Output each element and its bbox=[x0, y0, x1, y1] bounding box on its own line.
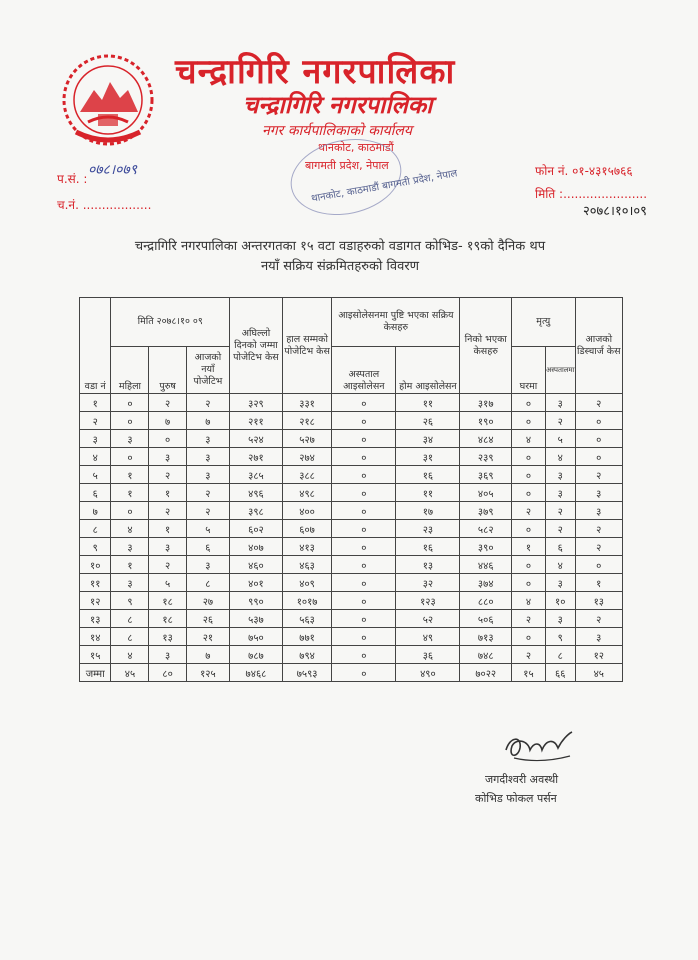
table-cell: ३२ bbox=[396, 574, 460, 592]
table-cell: ७४६८ bbox=[230, 664, 283, 682]
table-cell: ३ bbox=[111, 538, 149, 556]
table-cell: ७४८ bbox=[460, 646, 512, 664]
table-cell: ३९० bbox=[460, 538, 512, 556]
table-cell: ६०२ bbox=[230, 520, 283, 538]
table-cell: ० bbox=[511, 484, 545, 502]
table-row bbox=[80, 484, 623, 502]
table-row bbox=[80, 628, 623, 646]
table-row bbox=[80, 592, 623, 610]
table-cell: ४०० bbox=[282, 502, 331, 520]
table-cell: ४९८ bbox=[282, 484, 331, 502]
table-cell: १९० bbox=[460, 412, 512, 430]
table-cell: ० bbox=[332, 448, 396, 466]
table-row bbox=[80, 466, 623, 484]
table-cell: ४५ bbox=[575, 664, 622, 682]
table-cell: ९९० bbox=[230, 592, 283, 610]
table-cell: ८ bbox=[80, 520, 111, 538]
table-cell: ३ bbox=[545, 610, 575, 628]
stamp-text: थानकोट, काठमाडौं बागमती प्रदेश, नेपाल bbox=[310, 168, 459, 205]
table-cell: ६ bbox=[186, 538, 229, 556]
table-row bbox=[80, 430, 623, 448]
table-cell: ५०६ bbox=[460, 610, 512, 628]
table-cell: ० bbox=[111, 394, 149, 412]
table-cell: ३ bbox=[111, 574, 149, 592]
signatory-role: कोभिड फोकल पर्सन bbox=[475, 792, 557, 805]
table-cell: ४ bbox=[511, 592, 545, 610]
table-cell: ४०१ bbox=[230, 574, 283, 592]
table-cell: २ bbox=[186, 502, 229, 520]
table-cell: २ bbox=[80, 412, 111, 430]
table-cell: ४ bbox=[511, 430, 545, 448]
report-heading bbox=[40, 237, 640, 277]
table-cell: ० bbox=[511, 412, 545, 430]
table-cell: २ bbox=[511, 646, 545, 664]
table-cell: ० bbox=[332, 430, 396, 448]
table-cell: ० bbox=[111, 448, 149, 466]
table-cell: ४ bbox=[545, 556, 575, 574]
table-cell: १३ bbox=[149, 628, 186, 646]
table-row bbox=[80, 538, 623, 556]
nepal-emblem-logo bbox=[58, 50, 158, 150]
table-cell: ९ bbox=[545, 628, 575, 646]
ps-label: प.सं. : bbox=[57, 172, 88, 186]
table-cell: ८० bbox=[149, 664, 186, 682]
col-female: महिला bbox=[111, 347, 149, 394]
total-row bbox=[80, 664, 623, 682]
table-cell: ० bbox=[511, 556, 545, 574]
table-cell: ३ bbox=[111, 430, 149, 448]
table-cell: २ bbox=[511, 610, 545, 628]
address-line2: बागमती प्रदेश, नेपाल bbox=[305, 159, 389, 172]
table-cell: ८ bbox=[111, 610, 149, 628]
table-cell: १०१७ bbox=[282, 592, 331, 610]
table-cell: ९ bbox=[80, 538, 111, 556]
table-cell: १८ bbox=[149, 592, 186, 610]
table-cell: ३ bbox=[149, 448, 186, 466]
table-cell: ० bbox=[511, 520, 545, 538]
table-cell: ४०७ bbox=[230, 538, 283, 556]
table-cell: ३ bbox=[186, 556, 229, 574]
table-cell: ० bbox=[332, 610, 396, 628]
table-cell: ० bbox=[332, 574, 396, 592]
table-cell: ० bbox=[511, 448, 545, 466]
ps-value: ०७८।०७९ bbox=[88, 162, 137, 178]
table-cell: २ bbox=[149, 394, 186, 412]
col-hospital-iso: अस्पताल आइसोलेसन bbox=[332, 347, 396, 394]
table-row bbox=[80, 646, 623, 664]
table-cell: ३ bbox=[186, 430, 229, 448]
table-cell: २ bbox=[149, 556, 186, 574]
table-cell: २ bbox=[186, 484, 229, 502]
table-cell: ७९४ bbox=[282, 646, 331, 664]
table-cell: १८ bbox=[149, 610, 186, 628]
table-row bbox=[80, 502, 623, 520]
table-cell: ३९८ bbox=[230, 502, 283, 520]
table-cell: २ bbox=[575, 466, 622, 484]
table-cell: ० bbox=[332, 484, 396, 502]
table-cell: ० bbox=[511, 466, 545, 484]
covid-ward-table bbox=[79, 297, 623, 682]
col-death: मृत्यु bbox=[511, 298, 575, 347]
table-cell: ० bbox=[575, 412, 622, 430]
table-cell: ३१ bbox=[396, 448, 460, 466]
table-cell: ० bbox=[332, 520, 396, 538]
table-cell: २ bbox=[545, 412, 575, 430]
table-cell: ५ bbox=[149, 574, 186, 592]
table-cell: ४८४ bbox=[460, 430, 512, 448]
table-cell: ११ bbox=[396, 484, 460, 502]
table-cell: ४६० bbox=[230, 556, 283, 574]
table-cell: १ bbox=[149, 520, 186, 538]
table-cell: २ bbox=[186, 394, 229, 412]
table-cell: ० bbox=[575, 448, 622, 466]
table-cell: ७ bbox=[149, 412, 186, 430]
table-cell: ३४ bbox=[396, 430, 460, 448]
table-cell: ७७१ bbox=[282, 628, 331, 646]
table-cell: ३ bbox=[186, 448, 229, 466]
table-cell: २१८ bbox=[282, 412, 331, 430]
table-cell: ३ bbox=[545, 466, 575, 484]
table-cell: ५ bbox=[80, 466, 111, 484]
table-cell: ३ bbox=[545, 574, 575, 592]
table-cell: २ bbox=[545, 520, 575, 538]
table-cell: ७ bbox=[80, 502, 111, 520]
table-cell: ८ bbox=[111, 628, 149, 646]
table-cell: ७५० bbox=[230, 628, 283, 646]
table-cell: ५६३ bbox=[282, 610, 331, 628]
table-cell: ० bbox=[111, 502, 149, 520]
table-cell: ३८५ bbox=[230, 466, 283, 484]
date-label: मिति :...................... bbox=[535, 187, 648, 201]
table-cell: १ bbox=[511, 538, 545, 556]
table-row bbox=[80, 394, 623, 412]
table-cell: १४ bbox=[80, 628, 111, 646]
table-cell: ३८८ bbox=[282, 466, 331, 484]
table-cell: ५८२ bbox=[460, 520, 512, 538]
table-cell: ४ bbox=[545, 448, 575, 466]
table-cell: ३ bbox=[575, 484, 622, 502]
table-cell: ० bbox=[332, 592, 396, 610]
table-cell: ६ bbox=[80, 484, 111, 502]
table-cell: ० bbox=[511, 628, 545, 646]
table-cell: ७५९३ bbox=[282, 664, 331, 682]
col-date: मिति २०७८।१० ०९ bbox=[111, 298, 230, 347]
table-cell: ३ bbox=[545, 484, 575, 502]
table-cell: १ bbox=[80, 394, 111, 412]
municipality-title: चन्द्रागिरि नगरपालिका bbox=[175, 52, 456, 92]
table-cell: २१ bbox=[186, 628, 229, 646]
signature-scribble bbox=[500, 728, 580, 766]
col-prev-total: अघिल्लो दिनको जम्मा पोजेटिभ केस bbox=[230, 298, 283, 394]
table-cell: २ bbox=[149, 502, 186, 520]
table-cell: ५ bbox=[186, 520, 229, 538]
table-cell: ३ bbox=[80, 430, 111, 448]
table-cell: १३ bbox=[575, 592, 622, 610]
table-cell: १० bbox=[80, 556, 111, 574]
col-death-home: घरमा bbox=[511, 347, 545, 394]
table-cell: ११ bbox=[80, 574, 111, 592]
table-cell: ४९ bbox=[396, 628, 460, 646]
table-cell: ० bbox=[332, 538, 396, 556]
table-cell: ८८० bbox=[460, 592, 512, 610]
table-cell: ५२७ bbox=[282, 430, 331, 448]
table-cell: ० bbox=[332, 628, 396, 646]
table-cell: ० bbox=[575, 430, 622, 448]
table-cell: १५ bbox=[511, 664, 545, 682]
col-isolation: आइसोलेसनमा पुष्टि भएका सक्रिय केसहरु bbox=[332, 298, 460, 347]
table-cell: २७४ bbox=[282, 448, 331, 466]
table-cell: २ bbox=[511, 502, 545, 520]
table-cell: ७१३ bbox=[460, 628, 512, 646]
address-line1: थानकोट, काठमाडौं bbox=[318, 141, 394, 154]
table-row bbox=[80, 520, 623, 538]
table-row bbox=[80, 610, 623, 628]
table-cell: २६ bbox=[396, 412, 460, 430]
table-cell: ३ bbox=[149, 646, 186, 664]
table-cell: ३६ bbox=[396, 646, 460, 664]
table-cell: ५२ bbox=[396, 610, 460, 628]
heading-line2: नयाँ सक्रिय संक्रमितहरुको विवरण bbox=[260, 259, 420, 274]
col-cured: निको भएका केसहरु bbox=[460, 298, 512, 394]
col-ward: वडा नं bbox=[80, 298, 111, 394]
table-cell: ३ bbox=[149, 538, 186, 556]
table-cell: १२३ bbox=[396, 592, 460, 610]
table-cell: ३३१ bbox=[282, 394, 331, 412]
cn-label: च.नं. .................. bbox=[57, 198, 152, 212]
table-cell: १ bbox=[575, 574, 622, 592]
table-cell: १ bbox=[149, 484, 186, 502]
table-cell: १२५ bbox=[186, 664, 229, 682]
table-row bbox=[80, 412, 623, 430]
table-cell: ३१७ bbox=[460, 394, 512, 412]
col-male: पुरुष bbox=[149, 347, 186, 394]
office-name: नगर कार्यपालिकाको कार्यालय bbox=[262, 123, 412, 139]
table-cell: ० bbox=[332, 664, 396, 682]
table-cell: ३ bbox=[545, 394, 575, 412]
table-cell: २ bbox=[545, 502, 575, 520]
table-cell: ५२४ bbox=[230, 430, 283, 448]
col-death-hospital: अस्पतालमा bbox=[545, 347, 575, 394]
table-cell: १ bbox=[111, 484, 149, 502]
table-cell: १५ bbox=[80, 646, 111, 664]
table-cell: ११ bbox=[396, 394, 460, 412]
table-cell: जम्मा bbox=[80, 664, 111, 682]
table-cell: ६६ bbox=[545, 664, 575, 682]
col-discharge: आजको डिस्चार्ज केस bbox=[575, 298, 622, 394]
col-total: हाल सम्मको पोजेटिभ केस bbox=[282, 298, 331, 394]
table-cell: १६ bbox=[396, 466, 460, 484]
col-home-iso: होम आइसोलेसन bbox=[396, 347, 460, 394]
table-cell: २६ bbox=[186, 610, 229, 628]
table-cell: ४९० bbox=[396, 664, 460, 682]
heading-line1: चन्द्रागिरि नगरपालिका अन्तरगतका १५ वटा वडाहरुको वडागत कोभिड- १९को दैनिक थप bbox=[134, 239, 546, 254]
table-cell: ३६९ bbox=[460, 466, 512, 484]
table-cell: ३७९ bbox=[460, 502, 512, 520]
table-cell: २ bbox=[575, 520, 622, 538]
table-cell: ४ bbox=[111, 520, 149, 538]
date-value: २०७८।१०।०९ bbox=[583, 204, 647, 219]
table-cell: ५ bbox=[545, 430, 575, 448]
table-cell: ४०५ bbox=[460, 484, 512, 502]
table-cell: २ bbox=[575, 394, 622, 412]
table-cell: २३ bbox=[396, 520, 460, 538]
table-cell: ७०२२ bbox=[460, 664, 512, 682]
table-cell: २ bbox=[149, 466, 186, 484]
table-cell: ३ bbox=[575, 628, 622, 646]
table-cell: २७ bbox=[186, 592, 229, 610]
table-cell: ५३७ bbox=[230, 610, 283, 628]
table-cell: ३ bbox=[186, 466, 229, 484]
table-cell: ७ bbox=[186, 646, 229, 664]
table-cell: १२ bbox=[80, 592, 111, 610]
table-cell: ७ bbox=[186, 412, 229, 430]
phone-number: फोन नं. ०१-४३१५७६६ bbox=[535, 164, 633, 178]
table-cell: ४४६ bbox=[460, 556, 512, 574]
table-cell: ४६३ bbox=[282, 556, 331, 574]
municipality-subtitle: चन्द्रागिरि नगरपालिका bbox=[243, 91, 433, 119]
table-cell: ० bbox=[111, 412, 149, 430]
table-cell: ४०९ bbox=[282, 574, 331, 592]
table-cell: १ bbox=[111, 556, 149, 574]
table-cell: ३ bbox=[575, 502, 622, 520]
table-cell: १६ bbox=[396, 538, 460, 556]
table-cell: ० bbox=[332, 502, 396, 520]
table-cell: ७८७ bbox=[230, 646, 283, 664]
table-cell: १ bbox=[111, 466, 149, 484]
table-cell: ० bbox=[332, 394, 396, 412]
table-cell: २ bbox=[575, 610, 622, 628]
table-cell: २ bbox=[575, 538, 622, 556]
table-cell: २७१ bbox=[230, 448, 283, 466]
table-cell: ४५ bbox=[111, 664, 149, 682]
table-cell: ४ bbox=[111, 646, 149, 664]
table-cell: १३ bbox=[396, 556, 460, 574]
table-cell: ० bbox=[332, 466, 396, 484]
table-cell: १३ bbox=[80, 610, 111, 628]
table-cell: ८ bbox=[186, 574, 229, 592]
table-cell: ३७४ bbox=[460, 574, 512, 592]
table-row bbox=[80, 448, 623, 466]
table-row bbox=[80, 574, 623, 592]
table-cell: २११ bbox=[230, 412, 283, 430]
table-cell: ३२९ bbox=[230, 394, 283, 412]
table-cell: ० bbox=[575, 556, 622, 574]
table-cell: ८ bbox=[545, 646, 575, 664]
table-cell: ४ bbox=[80, 448, 111, 466]
table-cell: ० bbox=[511, 394, 545, 412]
table-row bbox=[80, 556, 623, 574]
signatory-name: जगदीश्वरी अवस्थी bbox=[485, 773, 559, 786]
table-cell: ६०७ bbox=[282, 520, 331, 538]
table-cell: १२ bbox=[575, 646, 622, 664]
table-cell: ० bbox=[332, 556, 396, 574]
table-cell: ० bbox=[332, 412, 396, 430]
table-cell: २३९ bbox=[460, 448, 512, 466]
table-cell: ० bbox=[332, 646, 396, 664]
table-cell: १७ bbox=[396, 502, 460, 520]
col-new: आजको नयाँ पोजेटिभ bbox=[186, 347, 229, 394]
table-cell: ० bbox=[149, 430, 186, 448]
table-cell: ६ bbox=[545, 538, 575, 556]
table-cell: १० bbox=[545, 592, 575, 610]
table-cell: ९ bbox=[111, 592, 149, 610]
table-cell: ० bbox=[511, 574, 545, 592]
table-cell: ४९६ bbox=[230, 484, 283, 502]
table-cell: ४१३ bbox=[282, 538, 331, 556]
